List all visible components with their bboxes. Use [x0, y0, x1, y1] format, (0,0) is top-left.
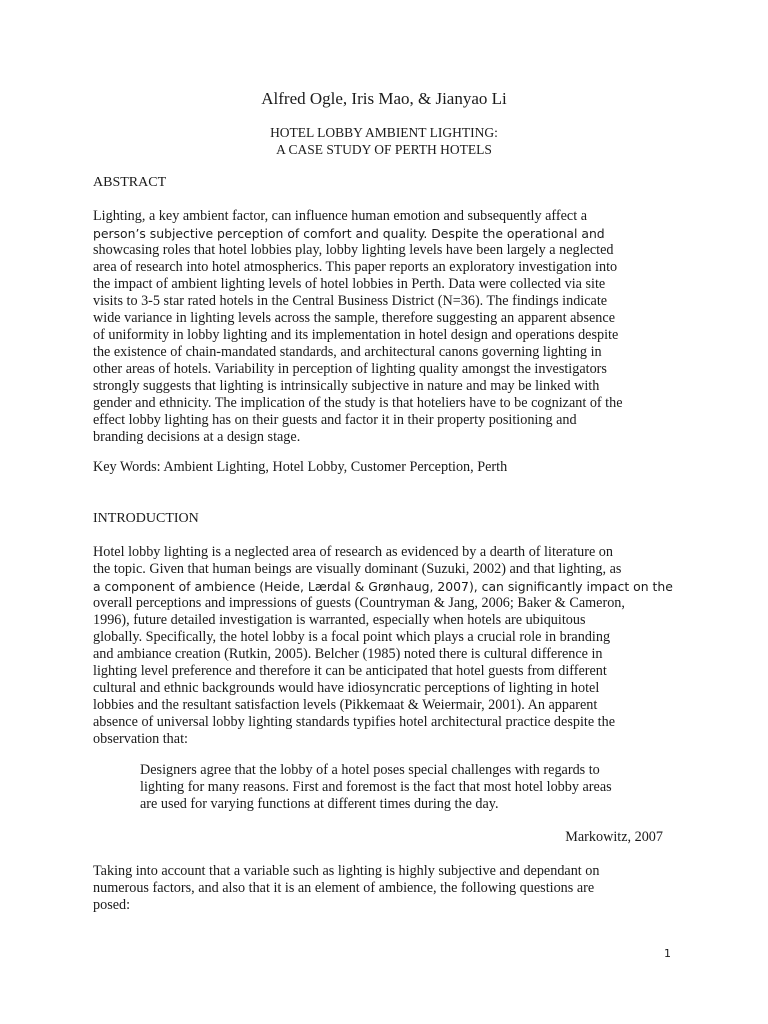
- quote-citation: Markowitz, 2007: [565, 829, 663, 845]
- abstract-line: person’s subjective perception of comfort and quality. Despite the operational and: [93, 226, 605, 241]
- author-list: Alfred Ogle, Iris Mao, & Jianyao Li: [261, 89, 507, 108]
- abstract-line: Lighting, a key ambient factor, can influence human emotion and subsequently affect a: [93, 208, 587, 224]
- introduction-heading: INTRODUCTION: [93, 511, 199, 526]
- abstract-line: branding decisions at a design stage.: [93, 429, 301, 445]
- title-line-2: A CASE STUDY OF PERTH HOTELS: [276, 142, 492, 157]
- closing-line: posed:: [93, 897, 131, 913]
- abstract-line: strongly suggests that lighting is intrinsically subjective in nature and may be linked with: [93, 378, 600, 394]
- abstract-line: the impact of ambient lighting levels of hotel lobbies in Perth. Data were collected via site: [93, 276, 606, 292]
- abstract-line: wide variance in lighting levels across the sample, therefore suggesting an apparent absence: [93, 310, 615, 326]
- page-number: 1: [664, 947, 671, 960]
- abstract-line: the existence of chain-mandated standards, and architectural canons governing lighting in: [93, 344, 602, 360]
- keywords-text: Key Words: Ambient Lighting, Hotel Lobby, Customer Perception, Perth: [93, 459, 508, 475]
- abstract-line: other areas of hotels. Variability in perception of lighting quality amongst the investigators: [93, 361, 607, 377]
- abstract-line: of uniformity in lobby lighting and its implementation in hotel design and operations despite: [93, 327, 619, 343]
- introduction-line: cultural and ethnic backgrounds would have idiosyncratic perceptions of lighting in hotel: [93, 680, 600, 696]
- closing-paragraph: [93, 863, 683, 914]
- quote-line: lighting for many reasons. First and foremost is the fact that most hotel lobby areas: [140, 779, 612, 795]
- abstract-line: showcasing roles that hotel lobbies play, lobby lighting levels have been largely a neglected: [93, 242, 614, 258]
- introduction-line: the topic. Given that human beings are visually dominant (Suzuki, 2002) and that lighting, as: [93, 561, 622, 577]
- introduction-line: lighting level preference and therefore it can be anticipated that hotel guests from different: [93, 663, 607, 679]
- abstract-paragraph: [93, 208, 683, 446]
- abstract-line: gender and ethnicity. The implication of the study is that hoteliers have to be cognizant of the: [93, 395, 623, 411]
- quote-line: are used for varying functions at different times during the day.: [140, 796, 499, 812]
- introduction-line: lobbies and the resultant satisfaction levels (Pikkemaat & Weiermair, 2001). An apparent: [93, 697, 598, 713]
- introduction-line: absence of universal lobby lighting standards typifies hotel architectural practice despite the: [93, 714, 616, 730]
- abstract-line: visits to 3-5 star rated hotels in the Central Business District (N=36). The findings indicate: [93, 293, 608, 309]
- introduction-paragraph: [93, 544, 683, 748]
- introduction-line: globally. Specifically, the hotel lobby is a focal point which plays a crucial role in branding: [93, 629, 611, 645]
- introduction-line: overall perceptions and impressions of guests (Countryman & Jang, 2006; Baker & Cameron,: [93, 595, 625, 611]
- block-quote: [140, 762, 670, 813]
- introduction-line: 1996), future detailed investigation is warranted, especially when hotels are ubiquitous: [93, 612, 586, 628]
- keywords-line: [93, 459, 683, 476]
- quote-line: Designers agree that the lobby of a hotel poses special challenges with regards to: [140, 762, 600, 778]
- paper-title: [0, 124, 768, 158]
- abstract-line: area of research into hotel atmospherics. This paper reports an exploratory investigation into: [93, 259, 618, 275]
- introduction-line: and ambiance creation (Rutkin, 2005). Belcher (1985) noted there is cultural difference in: [93, 646, 603, 662]
- introduction-line: a component of ambience (Heide, Lærdal & Grønhaug, 2007), can significantly impact on the: [93, 579, 673, 594]
- closing-line: Taking into account that a variable such as lighting is highly subjective and dependant on: [93, 863, 600, 879]
- abstract-line: effect lobby lighting has on their guests and factor it in their property positioning and: [93, 412, 577, 428]
- abstract-heading: ABSTRACT: [93, 175, 167, 190]
- introduction-line: observation that:: [93, 731, 188, 747]
- title-line-1: HOTEL LOBBY AMBIENT LIGHTING:: [270, 125, 498, 140]
- closing-line: numerous factors, and also that it is an element of ambience, the following questions are: [93, 880, 595, 896]
- introduction-line: Hotel lobby lighting is a neglected area of research as evidenced by a dearth of literature on: [93, 544, 613, 560]
